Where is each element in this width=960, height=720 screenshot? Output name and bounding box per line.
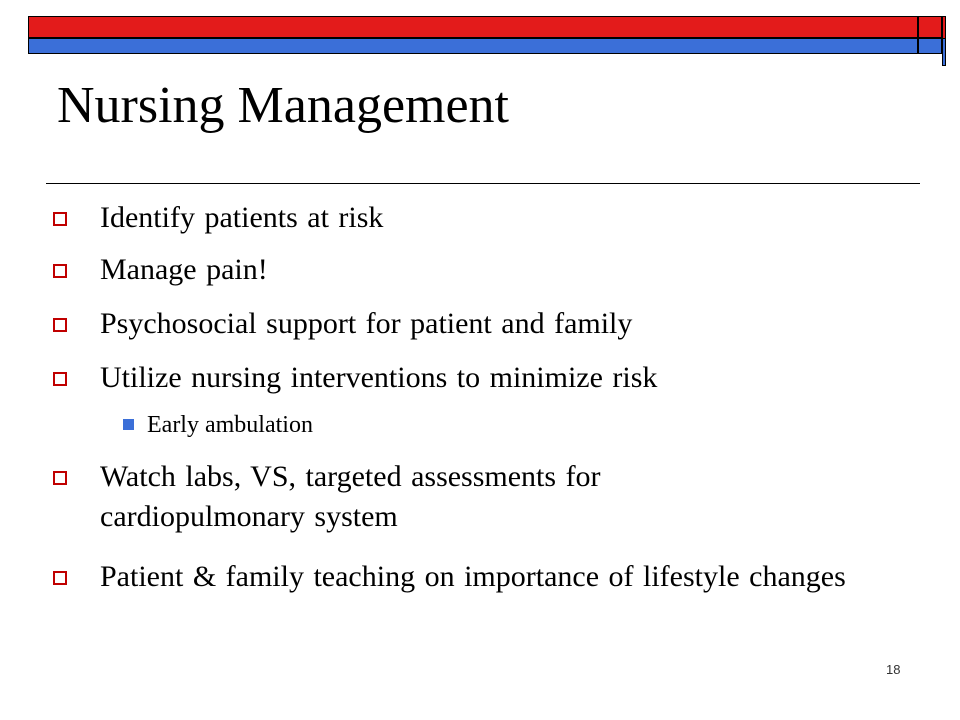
bullet-item <box>100 358 920 398</box>
bullet-item <box>100 304 920 344</box>
bullet-item <box>100 250 920 290</box>
bullet-item <box>100 557 890 597</box>
hollow-square-bullet-icon <box>53 372 67 386</box>
bullet-text: Patient & family teaching on importance of lifestyle changes <box>100 560 846 593</box>
slide-title: Nursing Management <box>57 77 510 134</box>
bullet-text: Psychosocial support for patient and family <box>100 307 633 340</box>
bullet-text: Watch labs, VS, targeted assessments for cardiopulmonary system <box>100 460 601 533</box>
hollow-square-bullet-icon <box>53 571 67 585</box>
page-number: 18 <box>886 662 901 677</box>
hollow-square-bullet-icon <box>53 318 67 332</box>
bullet-text: Identify patients at risk <box>100 201 384 234</box>
bullet-item <box>100 198 920 238</box>
bullet-text: Manage pain! <box>100 253 268 286</box>
bullet-text: Utilize nursing interventions to minimize risk <box>100 361 658 394</box>
filled-square-bullet-icon <box>123 419 134 430</box>
bullet-item <box>100 457 800 537</box>
hollow-square-bullet-icon <box>53 264 67 278</box>
hollow-square-bullet-icon <box>53 212 67 226</box>
sub-bullet-item <box>147 410 313 440</box>
sub-bullet-text: Early ambulation <box>147 412 313 438</box>
hollow-square-bullet-icon <box>53 471 67 485</box>
